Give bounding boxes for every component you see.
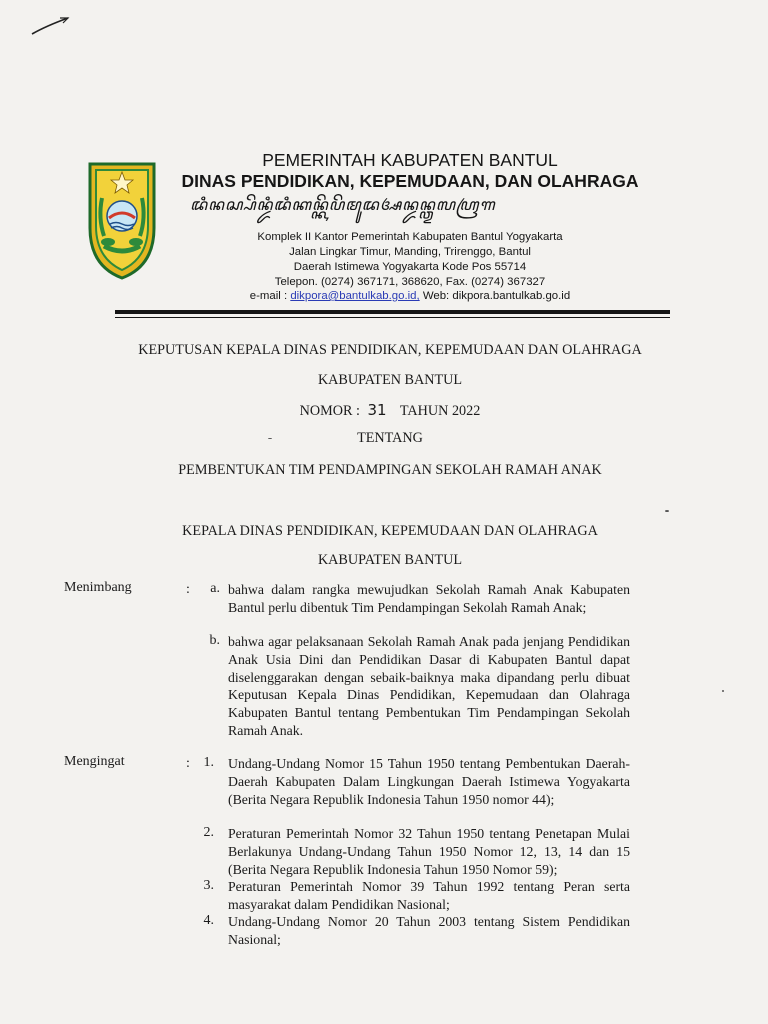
letterhead-department: DINAS PENDIDIKAN, KEPEMUDAAN, DAN OLAHRAGA [181,171,639,191]
decree-year: TAHUN 2022 [399,403,481,419]
issuer-regency: KABUPATEN BANTUL [317,552,463,568]
scan-speck [665,510,669,512]
email-label: e-mail : [249,290,288,302]
letterhead-address-line-3: Daerah Istimewa Yogyakarta Kode Pos 55714 [293,261,527,273]
letterhead-phone: Telepon. (0274) 367171, 368620, Fax. (0274) 367327 [274,276,546,288]
menimbang-item-text: bahwa dalam rangka mewujudkan Sekolah Ramah Anak Kabupaten Bantul perlu dibentuk Tim Pendampingan Sekolah Ramah Anak; [228,582,630,615]
decree-title: KEPUTUSAN KEPALA DINAS PENDIDIKAN, KEPEMUDAAN DAN OLAHRAGA [138,342,642,358]
mengingat-item-text: Undang-Undang Nomor 20 Tahun 2003 tentang Sistem Pendidikan Nasional; [228,914,630,947]
mengingat-colon: : [186,756,190,771]
about-heading: TENTANG [357,430,423,446]
menimbang-label: Menimbang [64,580,132,595]
letterhead-rule-thin [115,317,670,318]
letterhead-contact [170,290,650,302]
letterhead-government: PEMERINTAH KABUPATEN BANTUL [262,150,558,170]
email-link[interactable]: dikpora@bantulkab.go.id, [290,290,420,302]
mengingat-item-text: Peraturan Pemerintah Nomor 32 Tahun 1950 tentang Penetapan Mulai Berlakunya Undang-Undang Tahun 1950 Nomor 12, 13, 14 dan 15 (Berita Negara Republik Indonesia Tahun 1950 Nomor 59); [228,826,630,877]
letterhead-address-line-1: Komplek II Kantor Pemerintah Kabupaten Bantul Yogyakarta [257,231,563,243]
decree-regency: KABUPATEN BANTUL [317,372,463,388]
scan-speck [722,690,724,692]
menimbang-colon: : [186,582,190,597]
issuer-title: KEPALA DINAS PENDIDIKAN, KEPEMUDAAN DAN OLAHRAGA [182,523,598,539]
mengingat-item-number: 1. [203,755,214,770]
mengingat-label: Mengingat [64,754,125,769]
mengingat-item-number: 3. [203,878,214,893]
letterhead-address-line-2: Jalan Lingkar Timur, Manding, Trirenggo, Bantul [289,246,531,258]
number-label: NOMOR : [299,403,360,419]
letterhead-rule-thick [115,310,670,314]
mengingat-item-number: 4. [203,913,214,928]
mengingat-item-text: Peraturan Pemerintah Nomor 39 Tahun 1992 tentang Peran serta masyarakat dalam Pendidikan Nasional; [228,879,630,912]
menimbang-item-mark: b. [209,633,220,648]
bantul-regency-emblem [84,158,160,282]
letterhead-javanese-script: ꦢꦶꦤꦱ꧀ꦥꦼꦤ꧀ꦢꦶꦢꦶꦏꦤ꧀ꦏꦼꦥꦼꦩꦸꦢꦄꦤ꧀ꦢꦤ꧀ꦎꦭꦲꦿꦒ [190,195,496,214]
scan-speck [268,438,272,439]
scan-pen-mark [30,14,70,40]
mengingat-item-number: 2. [203,825,214,840]
decree-subject: PEMBENTUKAN TIM PENDAMPINGAN SEKOLAH RAMAH ANAK [178,462,602,478]
menimbang-item-mark: a. [210,581,220,596]
mengingat-item-text: Undang-Undang Nomor 15 Tahun 1950 tentang Pembentukan Daerah-Daerah Kabupaten Dalam Lingkungan Daerah Istimewa Yogyakarta (Berita Negara Republik Indonesia Tahun 1950 nomor 44); [228,756,630,807]
handwritten-number: 31 [367,401,387,419]
decree-number-line [80,401,700,420]
menimbang-item-text: bahwa agar pelaksanaan Sekolah Ramah Anak pada jenjang Pendidikan Anak Usia Dini dan Pendidikan Dasar di Kabupaten Bantul dapat diselenggarakan dengan sebaik-baiknya maka dipandang perlu dibuat Keputusan Kepala Dinas Pendidikan, Kepemudaan dan Olahraga Kabupaten Bantul tentang Pembentukan Tim Pendampingan Sekolah Ramah Anak. [228,634,630,738]
web-address: Web: dikpora.bantulkab.go.id [422,290,571,302]
